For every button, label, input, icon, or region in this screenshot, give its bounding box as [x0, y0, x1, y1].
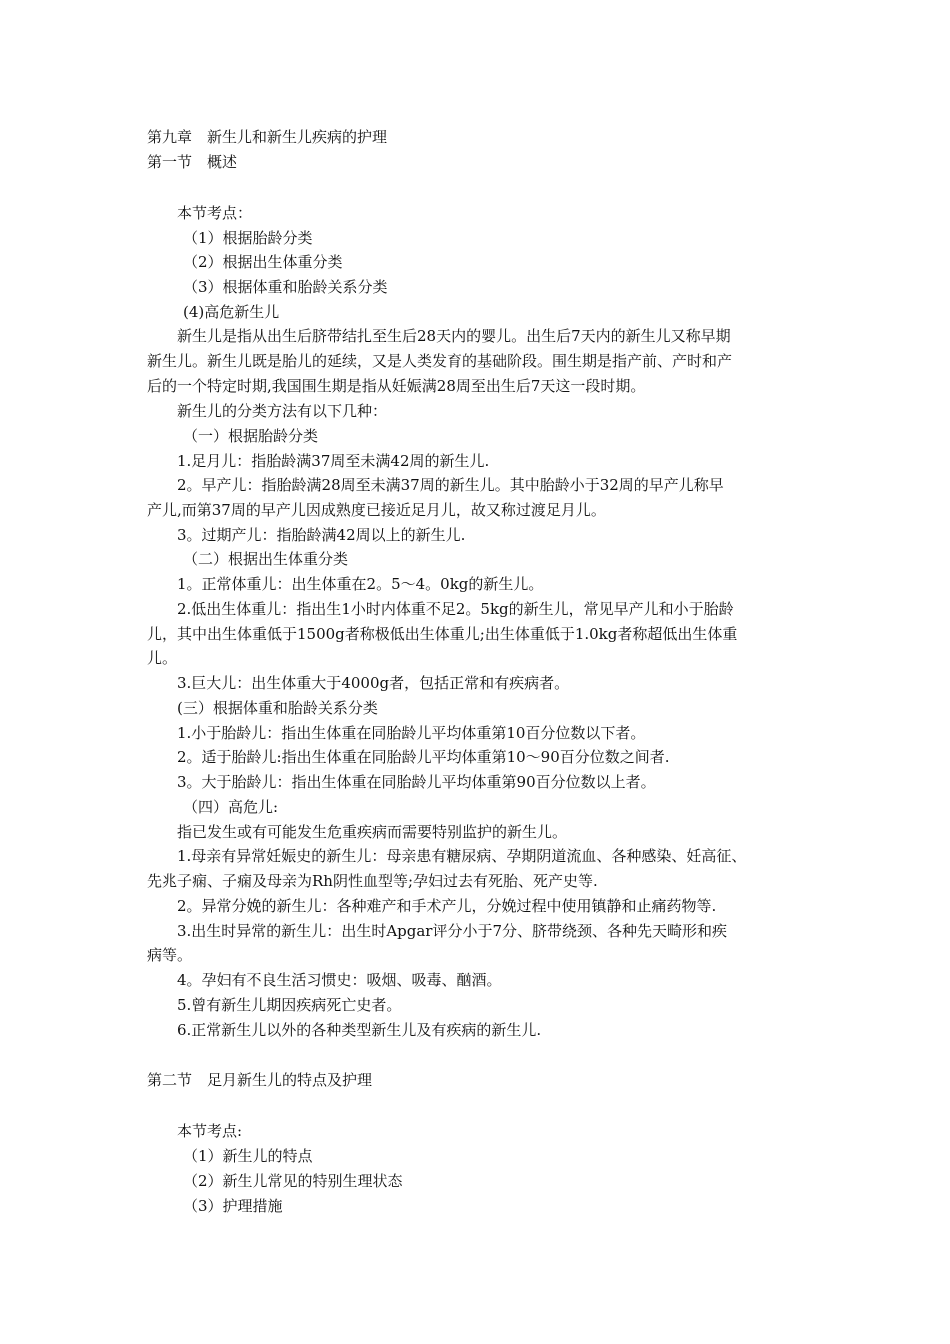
exam-point: （3）根据体重和胎龄关系分类: [183, 278, 388, 296]
paragraph-line: 病等。: [147, 946, 193, 964]
paragraph-line: 2。适于胎龄儿:指出生体重在同胎龄儿平均体重第10～90百分位数之间者.: [177, 748, 670, 766]
paragraph-line: 1.母亲有异常妊娠史的新生儿：母亲患有糖尿病、孕期阴道流血、各种感染、妊高征、: [177, 847, 747, 865]
paragraph-line: 1.小于胎龄儿：指出生体重在同胎龄儿平均体重第10百分位数以下者。: [177, 724, 646, 742]
paragraph-line: 6.正常新生儿以外的各种类型新生儿及有疾病的新生儿.: [177, 1021, 542, 1039]
paragraph-line: 4。孕妇有不良生活习惯史：吸烟、吸毒、酗酒。: [177, 971, 502, 989]
paragraph-line: 1.足月儿：指胎龄满37周至未满42周的新生儿.: [177, 452, 490, 470]
paragraph-line: 2。异常分娩的新生儿：各种难产和手术产儿，分娩过程中使用镇静和止痛药物等.: [177, 897, 717, 915]
intro-paragraph-line: 后的一个特定时期,我国围生期是指从妊娠满28周至出生后7天这一段时期。: [147, 377, 646, 395]
subheading-weight-and-age: (三）根据体重和胎龄关系分类: [177, 699, 378, 717]
intro-paragraph-line: 新生儿。新生儿既是胎儿的延续，又是人类发育的基础阶段。围生期是指产前、产时和产: [147, 352, 733, 370]
paragraph-line: 3.出生时异常的新生儿：出生时Apgar评分小于7分、脐带绕颈、各种先天畸形和疾: [177, 922, 728, 940]
exam-point: (4)高危新生儿: [183, 303, 280, 321]
intro-paragraph-line: 新生儿是指从出生后脐带结扎至生后28天内的婴儿。出生后7天内的新生儿又称早期: [177, 327, 731, 345]
paragraph-line: 2.低出生体重儿：指出生1小时内体重不足2。5kg的新生儿，常见早产儿和小于胎龄: [177, 600, 734, 618]
section-2-exam-points-label: 本节考点:: [177, 1122, 243, 1140]
paragraph-line: 3。大于胎龄儿：指出生体重在同胎龄儿平均体重第90百分位数以上者。: [177, 773, 656, 791]
paragraph-line: 产儿,而第37周的早产儿因成熟度已接近足月儿，故又称过渡足月儿。: [147, 501, 606, 519]
exam-point: （1）根据胎龄分类: [183, 229, 313, 247]
paragraph-line: 3。过期产儿：指胎龄满42周以上的新生儿.: [177, 526, 466, 544]
paragraph-line: 1。正常体重儿：出生体重在2。5～4。0kg的新生儿。: [177, 575, 544, 593]
section-2-title: 第二节 足月新生儿的特点及护理: [147, 1071, 373, 1089]
subheading-birth-weight: （二）根据出生体重分类: [183, 550, 349, 568]
paragraph-line: 先兆子痫、子痫及母亲为Rh阴性血型等;孕妇过去有死胎、死产史等.: [147, 872, 598, 890]
high-risk-definition: 指已发生或有可能发生危重疾病而需要特别监护的新生儿。: [177, 823, 568, 841]
section-1-exam-points-label: 本节考点：: [177, 204, 253, 222]
exam-point: （1）新生儿的特点: [183, 1147, 313, 1165]
paragraph-line: 儿，其中出生体重低于1500g者称极低出生体重儿;出生体重低于1.0kg者称超低出生体重: [147, 625, 738, 643]
exam-point: （3）护理措施: [183, 1197, 283, 1215]
paragraph-line: 3.巨大儿：出生体重大于4000g者，包括正常和有疾病者。: [177, 674, 570, 692]
subheading-gestational-age: （一）根据胎龄分类: [183, 427, 319, 445]
exam-point: （2）根据出生体重分类: [183, 253, 343, 271]
subheading-high-risk: （四）高危儿:: [183, 798, 279, 816]
exam-point: （2）新生儿常见的特别生理状态: [183, 1172, 403, 1190]
paragraph-line: 2。早产儿：指胎龄满28周至未满37周的新生儿。其中胎龄小于32周的早产儿称早: [177, 476, 724, 494]
classification-intro: 新生儿的分类方法有以下几种：: [177, 402, 388, 420]
section-1-title: 第一节 概述: [147, 153, 238, 171]
paragraph-line: 5.曾有新生儿期因疾病死亡史者。: [177, 996, 402, 1014]
paragraph-line: 儿。: [147, 649, 178, 667]
chapter-title: 第九章 新生儿和新生儿疾病的护理: [147, 128, 388, 146]
